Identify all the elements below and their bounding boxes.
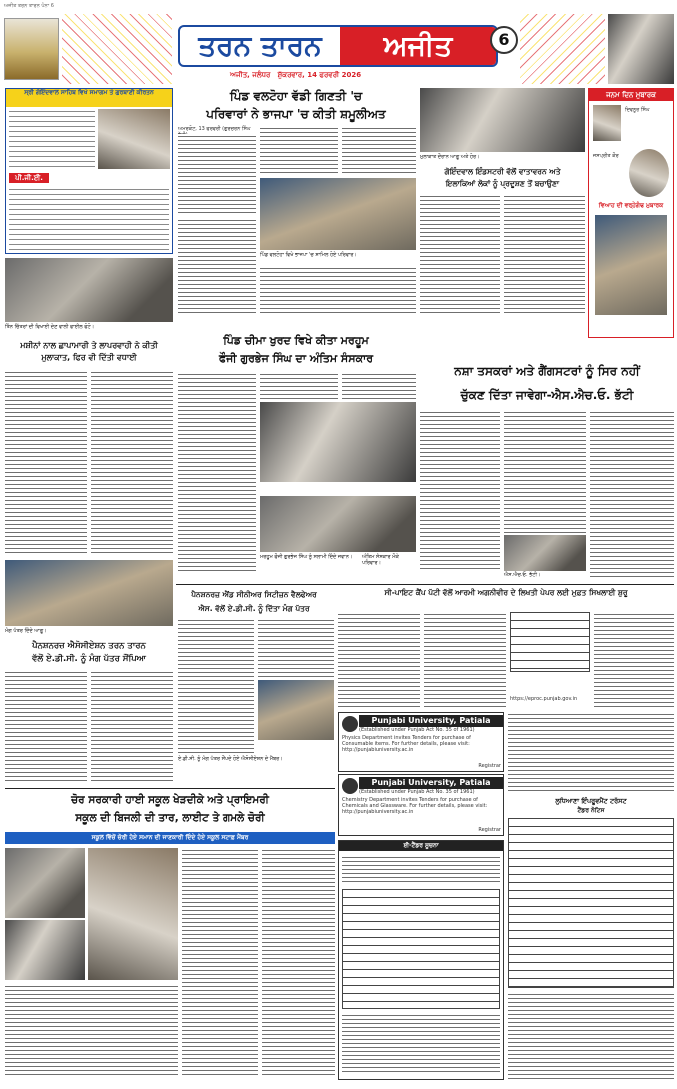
- cremation-text-2: [260, 372, 338, 400]
- agniveer-text-3: [594, 612, 674, 708]
- anniversary-title: ਵਿਆਹ ਦੀ ਵਰ੍ਹੇਗੰਢ ਮੁਬਾਰਕ: [598, 202, 664, 209]
- drug-headline-2: ਚੁੱਕਣ ਦਿੱਤਾ ਜਾਵੇਗਾ-ਐਸ.ਐਚ.ਓ. ਭੱਟੀ: [460, 388, 634, 402]
- drug-text-1: [420, 410, 500, 570]
- school-text-3: [5, 984, 178, 1078]
- pu-logo-2: [342, 778, 358, 794]
- pu2-sign: Registrar: [478, 827, 501, 833]
- pensioners-text-2: [91, 670, 173, 782]
- valtoha-text-3: [342, 126, 416, 176]
- pensioners-headline-1: ਪੈਨਸ਼ਨਰਜ਼ ਐਸੋਸੀਏਸ਼ਨ ਤਰਨ ਤਾਰਨ: [32, 641, 146, 651]
- tender-footer: [342, 1013, 500, 1075]
- birthday-name-1: ਦਿਵਨੂਰ ਸਿੰਘ: [625, 107, 650, 113]
- ludhiana-trust-title: ਲੁਧਿਆਣਾ ਇੰਪਰੂਵਮੈਂਟ ਟਰੱਸਟ: [555, 797, 627, 805]
- agniveer-text-2: [424, 612, 506, 708]
- masthead-pattern: [62, 14, 172, 84]
- valtoha-byline: ਅਮਰਕੋਟ, 13 ਫਰਵਰੀ (ਗੁਰਚਰਨ ਸਿੰਘ: [178, 126, 251, 132]
- industry-headline-1: ਗੋਇੰਦਵਾਲ ਇੰਡਸਟਰੀ ਵੱਲੋਂ ਵਾਤਾਵਰਨ ਅਤੇ: [444, 167, 561, 176]
- valtoha-photo: [260, 178, 416, 250]
- school-text-2: [262, 848, 335, 1078]
- ludhiana-footer: [508, 992, 674, 1082]
- tender-table: [342, 889, 500, 1009]
- pge-ad-label: ਪੀ.ਜੀ.ਈ.: [9, 173, 49, 183]
- birthday-photo-2: [629, 149, 669, 197]
- cremation-text-3: [342, 372, 416, 400]
- pu1-body: Physics Department invites Tenders for purchase of Consumable items. For further details, please visit: http://punjabiuniversity.ac.in: [342, 735, 471, 753]
- pu2-sub: (Established under Punjab Act No. 35 of 1961): [359, 789, 475, 795]
- eproc-website: https://eproc.punjab.gov.in: [510, 696, 578, 702]
- left-memo-photo: [5, 560, 173, 626]
- cremation-headline-2: ਫੌਜੀ ਗੁਰਭੇਜ ਸਿੰਘ ਦਾ ਅੰਤਿਮ ਸੰਸਕਾਰ: [218, 352, 374, 365]
- industry-headline-2: ਇਲਾਕਿਆਂ ਲੋਕਾਂ ਨੂੰ ਪ੍ਰਦੂਸ਼ਣ ਤੋਂ ਬਚਾਉਣਾ: [445, 179, 560, 188]
- page-number-badge: [490, 26, 518, 54]
- left-mid-text: [5, 370, 87, 555]
- senior-photo: [258, 680, 334, 740]
- masthead-dateline: [230, 70, 480, 80]
- tender-title: ਈ-ਟੈਂਡਰ ਸੂਚਨਾ: [339, 841, 503, 851]
- cremation-photo-1: [260, 402, 416, 482]
- agniveer-headline: ਸੀ-ਪਾਇਟ ਕੈਂਪ ਪੱਟੀ ਵੱਲੋਂ ਆਰਮੀ ਅਗਨੀਵੀਰ ਦੇ ਲਿਖਤੀ ਪੇਪਰ ਲਈ ਮੁਫ਼ਤ ਸਿਖਲਾਈ ਸ਼ੁਰੂ: [384, 588, 628, 597]
- pu2-body: Chemistry Department invites Tenders for purchase of Chemicals and Glassware. For further details, please visit: http://punjabiuniversity.ac.in: [342, 797, 488, 815]
- pu-ad-2: [338, 774, 504, 836]
- divider-mid: [176, 584, 674, 585]
- birthday-panel: [588, 88, 674, 338]
- sho-photo: [504, 535, 586, 571]
- masthead-title-box: [178, 25, 498, 67]
- masthead-pattern-right: [520, 14, 605, 84]
- senior-caption: ਏ.ਡੀ.ਸੀ. ਨੂੰ ਮੰਗ ਪੱਤਰ ਸੌਂਪਦੇ ਹੋਏ ਐਸੋਸੀਏਸ਼ਨ ਦੇ ਮੈਂਬਰ।: [178, 756, 283, 762]
- cremation-caption-1: ਮਰਹੂਮ ਫੌਜੀ ਗੁਰਭੇਜ ਸਿੰਘ ਨੂੰ ਸਲਾਮੀ ਦਿੰਦੇ ਜਵਾਨ।: [260, 554, 353, 560]
- left-mid-headline: ਮਸ਼ੀਨਾਂ ਨਾਲ ਛਾਪਾਮਾਰੀ ਤੇ ਲਾਪਰਵਾਹੀ ਨੇ ਕੀਤੀ ਮੁਲਾਕਾਤ, ਫਿਰ ਵੀ ਦਿੱਤੀ ਵਧਾਈ: [20, 341, 158, 362]
- cremation-caption-2: ਅੰਤਿਮ ਸੰਸਕਾਰ ਮੌਕੇ ਪਰਿਵਾਰ।: [362, 554, 399, 566]
- left-top-text: [9, 109, 95, 169]
- tender-notice: [338, 840, 504, 1080]
- drug-text-3: [590, 410, 674, 580]
- issue-date: ਸ਼ੁੱਕਰਵਾਰ, 14 ਫਰਵਰੀ 2026: [277, 71, 362, 79]
- senior-headline-2: ਐਸ. ਵੱਲੋਂ ਏ.ਡੀ.ਸੀ. ਨੂੰ ਦਿੱਤਾ ਮੰਗ ਪੱਤਰ: [198, 604, 310, 613]
- birthday-title: ਜਨਮ ਦਿਨ ਮੁਬਾਰਕ: [589, 89, 673, 101]
- valtoha-text-4: [178, 218, 256, 316]
- page-number: 6: [498, 30, 510, 49]
- valtoha-text-5: [260, 266, 416, 316]
- left-top-text-2: [9, 187, 169, 251]
- divider-bottom: [5, 788, 335, 789]
- pensioners-headline-2: ਵੱਲੋਂ ਏ.ਡੀ.ਸੀ. ਨੂੰ ਮੰਗ ਪੱਤਰ ਸੌਂਪਿਆ: [32, 654, 146, 664]
- left-protest-photo: [5, 258, 173, 322]
- drug-headline-1: ਨਸ਼ਾ ਤਸਕਰਾਂ ਅਤੇ ਗੈਂਗਸਟਰਾਂ ਨੂੰ ਸਿਰ ਨਹੀਂ: [454, 364, 640, 378]
- industry-text-2: [504, 194, 585, 316]
- left-top-headline: ਸ੍ਰੀ ਗੋਇੰਦਵਾਲ ਸਾਹਿਬ ਵਿਖੇ ਸਮਾਗਮ ਤੇ ਗੁਰਬਾਣੀ ਕੀਰਤਨ: [6, 89, 172, 107]
- valtoha-headline-1: ਪਿੰਡ ਵਲਟੋਹਾ ਵੱਡੀ ਗਿਣਤੀ 'ਚ: [229, 89, 363, 103]
- drug-text-2: [504, 410, 586, 535]
- pensioners-text: [5, 670, 87, 782]
- masthead-title-left: ਤਰਨ ਤਾਰਨ: [198, 29, 322, 62]
- cremation-headline-1: ਪਿੰਡ ਚੀਮਾ ਖੁਰਦ ਵਿਖੇ ਕੀਤਾ ਮਰਹੂਮ: [223, 334, 369, 347]
- gurdwara-event-photo: [98, 109, 170, 169]
- edition-line: ਅਜੀਤ, ਜਲੰਧਰ: [230, 71, 271, 79]
- left-memo-caption: ਮੰਗ ਪੱਤਰ ਦਿੰਦੇ ਆਗੂ।: [5, 628, 47, 634]
- pu2-title: Punjabi University, Patiala: [359, 777, 503, 789]
- cremation-text-1: [178, 372, 256, 572]
- senior-text-2: [258, 618, 334, 678]
- cremation-photo-2: [260, 496, 416, 552]
- school-headline-1: ਚੋਰ ਸਰਕਾਰੀ ਹਾਈ ਸਕੂਲ ਖੇੜਦੀਕੇ ਅਤੇ ਪ੍ਰਾਇਮਰੀ: [71, 794, 269, 806]
- valtoha-text-1: [178, 134, 256, 216]
- sho-caption: ਐਸ.ਐਚ.ਓ. ਭੱਟੀ।: [504, 572, 541, 578]
- masthead-title-right: ਅਜੀਤ: [340, 27, 496, 65]
- school-photo-3: [88, 848, 178, 980]
- agniveer-text-1: [338, 612, 420, 708]
- right-top-photo: [420, 88, 585, 152]
- left-top-feature: [5, 88, 173, 254]
- birthday-photo-1: [593, 105, 621, 141]
- left-mid-text-2: [91, 370, 173, 555]
- school-banner: ਸਕੂਲ ਵਿੱਚੋਂ ਚੋਰੀ ਹੋਏ ਸਮਾਨ ਦੀ ਜਾਣਕਾਰੀ ਦਿੰਦੇ ਹੋਏ ਸਕੂਲ ਸਟਾਫ਼ ਮੈਂਬਰ: [5, 832, 335, 844]
- left-photo-caption: ਤਿੰਨ ਚਿੱਤਰਾਂ ਦੀ ਵਿਖਾਈ ਦੇਣ ਵਾਲੀ ਫਾਈਲ ਫੋਟੋ।: [5, 324, 95, 330]
- pu-ad-1: [338, 712, 504, 772]
- school-headline-2: ਸਕੂਲ ਦੀ ਬਿਜਲੀ ਦੀ ਤਾਰ, ਲਾਈਟ ਤੇ ਗਮਲੇ ਚੋਰੀ: [75, 812, 265, 824]
- school-photo-1: [5, 848, 85, 918]
- right-top-caption: ਮੁਲਾਕਾਤ ਦੌਰਾਨ ਆਗੂ ਅਤੇ ਹੋਰ।: [420, 154, 480, 160]
- tender-intro: [342, 855, 500, 885]
- anniversary-photo: [595, 215, 667, 315]
- valtoha-caption: ਪਿੰਡ ਵਲਟੋਹਾ ਵਿਖੇ ਭਾਜਪਾ 'ਚ ਸ਼ਾਮਿਲ ਹੋਏ ਪਰਿਵਾਰ।: [260, 252, 357, 258]
- valtoha-text-2: [260, 126, 338, 176]
- ludhiana-tender-sub: ਟੈਂਡਰ ਨੋਟਿਸ: [577, 807, 605, 814]
- ludhiana-tender-table: [508, 818, 674, 988]
- pu-logo-1: [342, 716, 358, 732]
- school-photo-2: [5, 920, 85, 980]
- right-ad-text: [508, 712, 674, 792]
- school-text-1: [182, 848, 258, 1078]
- gurdwara-photo: [4, 18, 59, 80]
- valtoha-headline-2: ਪਰਿਵਾਰਾਂ ਨੇ ਭਾਜਪਾ 'ਚ ਕੀਤੀ ਸ਼ਮੂਲੀਅਤ: [206, 107, 386, 121]
- pu1-sub: (Established under Punjab Act No. 35 of 1961): [359, 727, 475, 733]
- slug-line: ਅਜੀਤ ਤਰਨ ਤਾਰਨ ਪੰਨਾ 6: [4, 3, 54, 9]
- agniveer-table: [510, 612, 590, 672]
- pu1-title: Punjabi University, Patiala: [359, 715, 503, 727]
- birthday-name-2: ਜਸਪ੍ਰੀਤ ਕੌਰ: [593, 153, 619, 159]
- masthead-right-photo: [608, 14, 674, 84]
- senior-text-1: [178, 618, 254, 753]
- senior-headline-1: ਪੈਨਸ਼ਨਰਜ਼ ਐਂਡ ਸੀਨੀਅਰ ਸਿਟੀਜ਼ਨ ਵੈਲਫੇਅਰ: [191, 590, 317, 599]
- masthead: [0, 10, 677, 86]
- pu1-sign: Registrar: [478, 763, 501, 769]
- industry-text-1: [420, 194, 500, 316]
